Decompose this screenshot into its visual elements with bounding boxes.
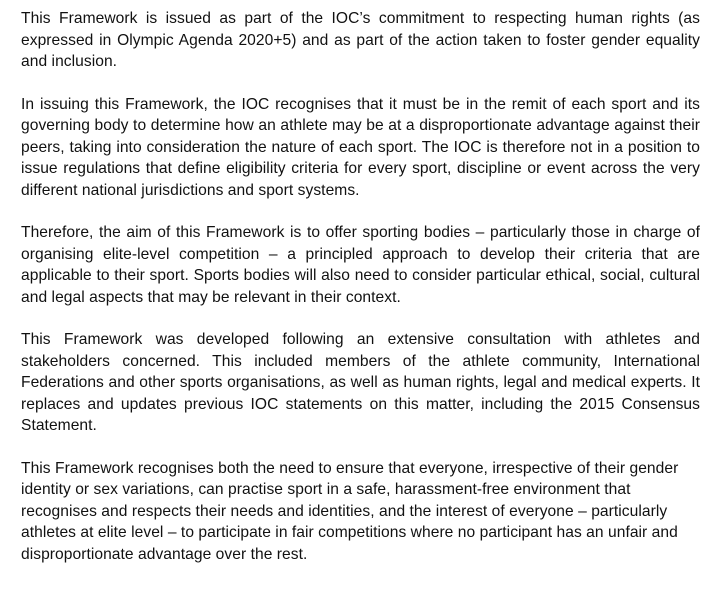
paragraph-remit: In issuing this Framework, the IOC recognises that it must be in the remit of each sport and its governing body to determine how an athlete may be at a disproportionate advantage against their peers, taking into consideration the nature of each sport. The IOC is therefore not in a position to issue regulations that define eligibility criteria for every sport, discipline or event across the very different national jurisdictions and sport systems.: [21, 95, 700, 199]
paragraph-aim: Therefore, the aim of this Framework is to offer sporting bodies – particularly those in charge of organising elite-level competition – a principled approach to develop their criteria that are applicable to their sport. Sports bodies will also need to consider particular ethical, social, cultural and legal aspects that may be relevant in their context.: [21, 224, 700, 306]
paragraph-commitment: This Framework is issued as part of the IOC’s commitment to respecting human rights (as expressed in Olympic Agenda 2020+5) and as part of the action taken to foster gender equality and inclusion.: [21, 10, 700, 70]
paragraph-recognition: This Framework recognises both the need to ensure that everyone, irrespective of their gender identity or sex variations, can practise sport in a safe, harassment-free environment that recognises and respects their needs and identities, and the interest of everyone – particularly athletes at elite level – to participate in fair competitions where no participant has an unfair and disproportionate advantage over the rest.: [21, 459, 679, 563]
paragraph-consultation: This Framework was developed following an extensive consultation with athletes and stakeholders concerned. This included members of the athlete community, International Federations and other sports organisations, as well as human rights, legal and medical experts. It replaces and updates previous IOC statements on this matter, including the 2015 Consensus Statement.: [21, 331, 700, 434]
